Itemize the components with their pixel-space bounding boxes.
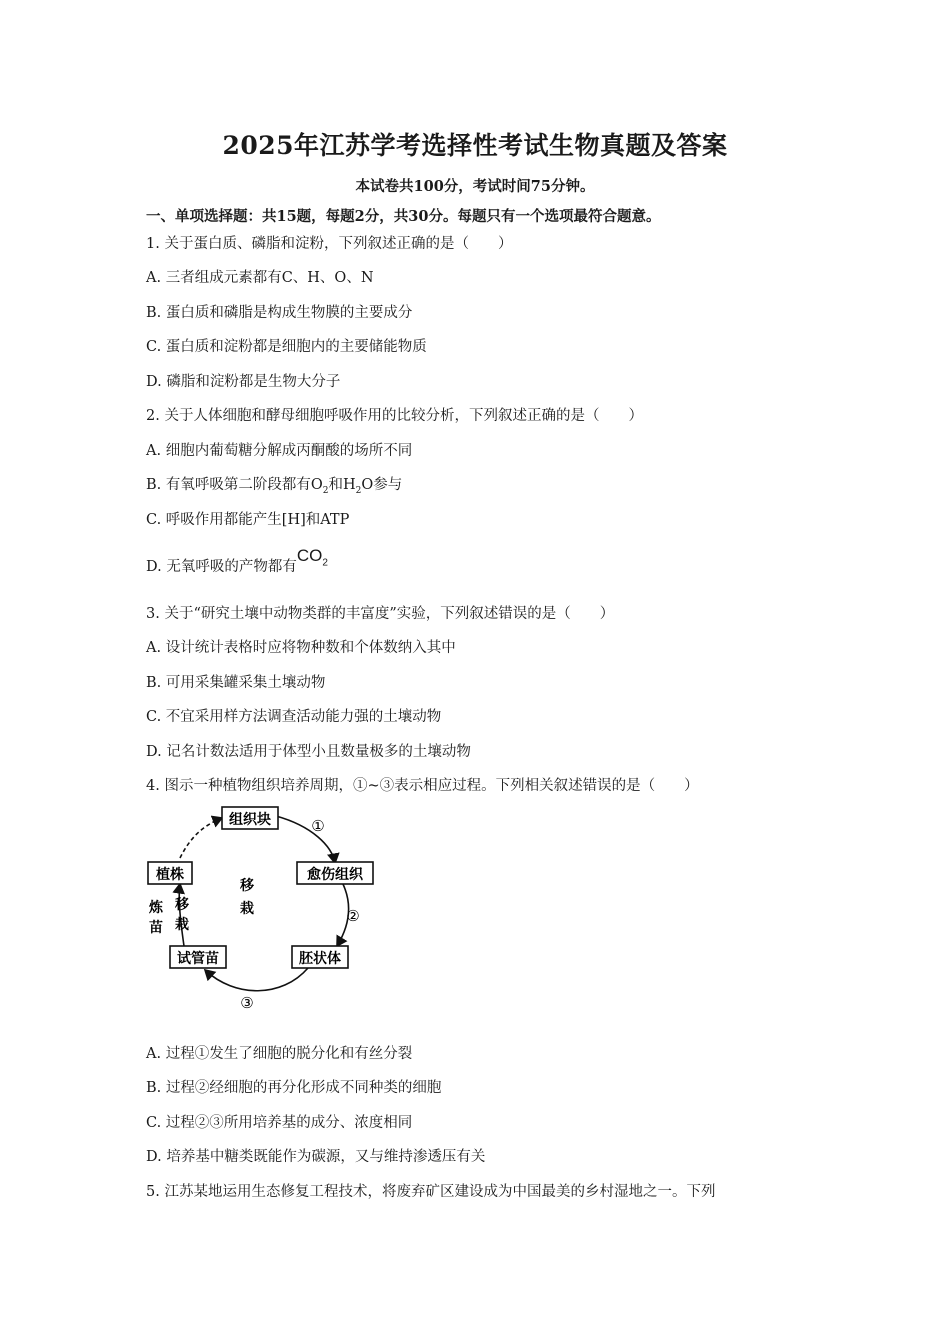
q3-stem: 3. 关于“研究土壤中动物类群的丰富度”实验，下列叙述错误的是（ ）	[146, 606, 615, 622]
left-label-2b: 栽	[175, 917, 189, 933]
q3-option-a: A. 设计统计表格时应将物种数和个体数纳入其中	[146, 640, 456, 656]
q4-option-a: A. 过程①发生了细胞的脱分化和有丝分裂	[146, 1046, 413, 1062]
co2-formula-sub: 2	[322, 557, 328, 569]
arrow-3	[205, 968, 308, 991]
q2-d-text: D. 无氧呼吸的产物都有	[146, 559, 297, 575]
co2-formula	[296, 546, 328, 569]
q1-option-c: C. 蛋白质和淀粉都是细胞内的主要储能物质	[146, 339, 427, 355]
step-3-label: ③	[240, 994, 254, 1012]
label-callus: 愈伤组织	[307, 867, 363, 883]
q2-option-c: C. 呼吸作用都能产生[H]和ATP	[146, 512, 350, 528]
arrow-acclimatize	[179, 884, 184, 946]
q3-option-c: C. 不宜采用样方法调查活动能力强的土壤动物	[146, 709, 442, 725]
q2-b-part2: 和H	[328, 477, 356, 493]
q2-stem: 2. 关于人体细胞和酵母细胞呼吸作用的比较分析，下列叙述正确的是（ ）	[146, 408, 643, 424]
q2-option-a: A. 细胞内葡萄糖分解成丙酮酸的场所不同	[146, 443, 413, 459]
left-label-1a: 炼	[149, 900, 163, 916]
center-label-2: 栽	[240, 901, 254, 917]
label-tissue-block: 组织块	[229, 812, 271, 828]
exam-info: 本试卷共100分，考试时间75分钟。	[355, 178, 595, 195]
q4-stem: 4. 图示一种植物组织培养周期，①~③表示相应过程。下列相关叙述错误的是（ ）	[146, 778, 699, 794]
q5-stem: 5. 江苏某地运用生态修复工程技术，将废弃矿区建设成为中国最美的乡村湿地之一。下列	[146, 1184, 716, 1200]
page-title: 2025年江苏学考选择性考试生物真题及答案	[222, 131, 728, 160]
q4-option-b: B. 过程②经细胞的再分化形成不同种类的细胞	[146, 1080, 442, 1096]
step-1-label: ①	[311, 817, 325, 835]
q1-option-b: B. 蛋白质和磷脂是构成生物膜的主要成分	[146, 305, 413, 321]
q2-b-sub2: 2	[355, 485, 362, 496]
q1-option-d: D. 磷脂和淀粉都是生物大分子	[146, 374, 341, 390]
arrow-dashed	[180, 818, 222, 858]
left-label-2a: 移	[175, 897, 189, 913]
label-embryoid: 胚状体	[299, 951, 341, 967]
section-heading: 一、单项选择题：共15题，每题2分，共30分。每题只有一个选项最符合题意。	[146, 208, 661, 225]
q4-option-c: C. 过程②③所用培养基的成分、浓度相同	[146, 1115, 413, 1131]
q3-option-d: D. 记名计数法适用于体型小且数量极多的土壤动物	[146, 744, 471, 760]
q1-stem: 1. 关于蛋白质、磷脂和淀粉，下列叙述正确的是（ ）	[146, 236, 513, 252]
q2-option-b	[146, 473, 402, 496]
q1-option-a: A. 三者组成元素都有C、H、O、N	[146, 270, 374, 286]
q2-b-part1: B. 有氧呼吸第二阶段都有O	[146, 477, 323, 493]
center-label-1: 移	[240, 878, 254, 894]
step-2-label: ②	[346, 907, 360, 925]
arrow-1	[276, 816, 335, 863]
q2-option-d	[146, 546, 328, 578]
q2-b-part3: O参与	[361, 477, 403, 493]
q3-option-b: B. 可用采集罐采集土壤动物	[146, 675, 326, 691]
left-label-1b: 苗	[149, 920, 163, 936]
q4-option-d: D. 培养基中糖类既能作为碳源，又与维持渗透压有关	[146, 1149, 486, 1165]
tissue-culture-cycle-diagram	[140, 798, 380, 1013]
label-plant: 植株	[156, 867, 184, 883]
co2-formula-main: CO	[296, 546, 323, 565]
q2-b-sub1: 2	[322, 485, 329, 496]
label-test-tube-seedling: 试管苗	[177, 951, 219, 967]
